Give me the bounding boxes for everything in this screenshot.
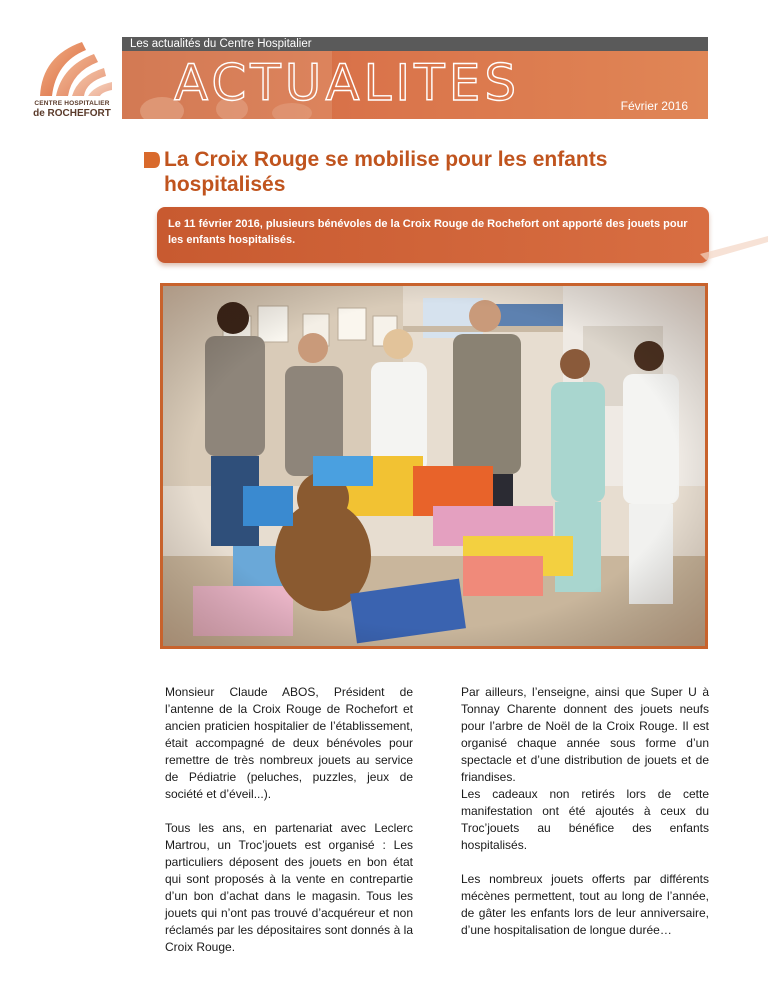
- sun-rays-icon: [22, 36, 122, 100]
- logo-line2: de ROCHEFORT: [33, 108, 111, 119]
- title-bullet-icon: [144, 152, 160, 168]
- header-banner: [122, 51, 708, 119]
- intro-decoration-icon: [700, 236, 768, 260]
- article-title: La Croix Rouge se mobilise pour les enfants hospitalisés: [164, 148, 608, 196]
- hospital-logo: [22, 36, 122, 120]
- header-title: ACTUALITES: [174, 54, 521, 112]
- paragraph-right-1: Par ailleurs, l’enseigne, ainsi que Super U à Tonnay Charente donnent des jouets neufs pour l’arbre de Noël de la Croix Rouge. Il est organisé chaque année sous forme d’un spectacle et d’une distribution de jouets et de friandises.: [461, 685, 709, 784]
- right-column: [461, 684, 709, 939]
- left-column: [165, 684, 413, 956]
- group-photo-icon: [163, 286, 705, 646]
- article-photo: [160, 283, 708, 649]
- header-tagline-bar: [122, 37, 708, 51]
- paragraph-left-2: Tous les ans, en partenariat avec Leclerc Martrou, un Troc’jouets est organisé : Les particuliers déposent des jouets en bon état qui sont proposés à la vente en contrepartie d’un bon d’achat dans le magasin. Tous les jouets qui n’ont pas trouvé d’acquéreur et non réclamés par les dépositaires sont donnés à la Croix Rouge.: [165, 821, 413, 954]
- paragraph-right-3: Les nombreux jouets offerts par différents mécènes permettent, tout au long de l’année, de gâter les enfants lors de leur anniversaire, d’une hospitalisation de longue durée…: [461, 872, 709, 937]
- paragraph-right-2: Les cadeaux non retirés lors de cette manifestation ont été ajoutés à ceux du Troc’jouets au bénéfice des enfants hospitalisés.: [461, 787, 709, 852]
- intro-box: [157, 207, 709, 263]
- intro-text: Le 11 février 2016, plusieurs bénévoles de la Croix Rouge de Rochefort ont apporté des jouets pour les enfants hospitalisés.: [168, 218, 688, 246]
- paragraph-left-1: Monsieur Claude ABOS, Président de l’antenne de la Croix Rouge de Rochefort et ancien praticien hospitalier de l’établissement, était accompagné de deux bénévoles pour remettre de très nombreux jouets au service de Pédiatrie (peluches, puzzles, jeux de société et d’éveil...).: [165, 685, 413, 801]
- issue-date: Février 2016: [620, 99, 688, 113]
- header-tagline: Les actualités du Centre Hospitalier: [130, 38, 312, 50]
- logo-line1: CENTRE HOSPITALIER: [34, 100, 110, 107]
